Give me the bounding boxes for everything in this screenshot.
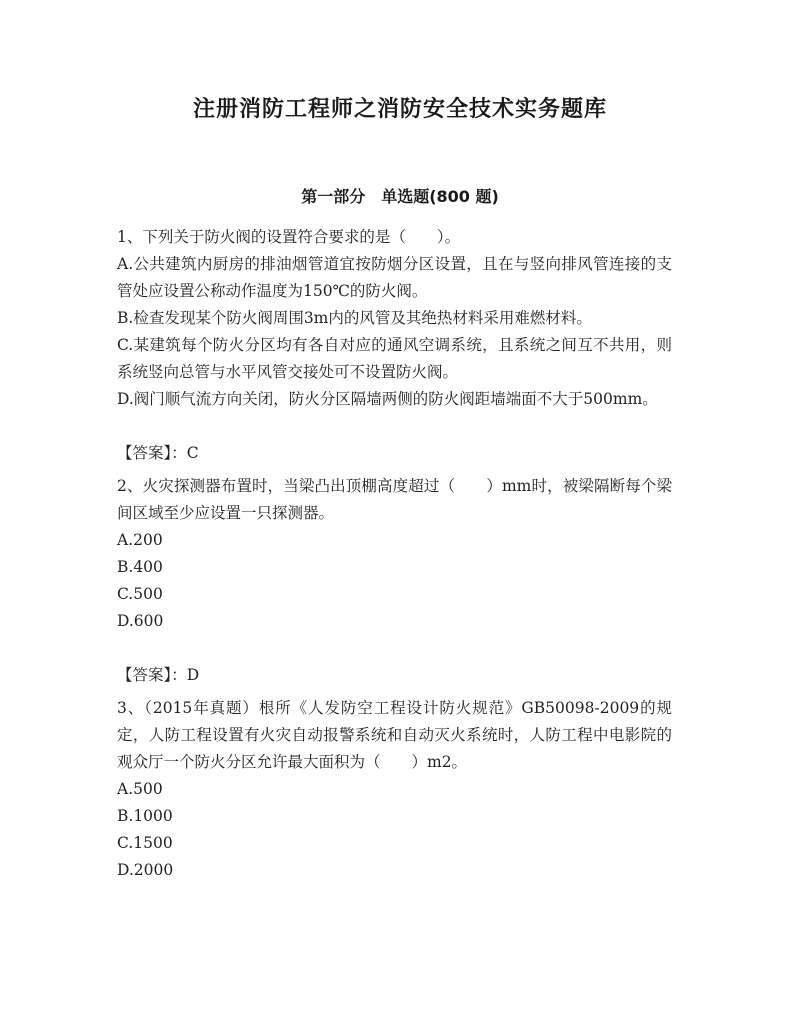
answer-line xyxy=(117,440,672,467)
question-3 xyxy=(117,695,672,884)
answer-line xyxy=(117,662,672,689)
question-list xyxy=(117,224,672,884)
option-a: A.200 xyxy=(117,531,163,549)
question-1 xyxy=(117,224,672,467)
option-c: C.某建筑每个防火分区均有各自对应的通风空调系统，且系统之间互不共用，则系统竖向总管与水平风管交接处可不设置防火阀。 xyxy=(117,336,672,381)
answer-label: 【答案】： xyxy=(117,666,187,684)
option-b: B.检查发现某个防火阀周围3m内的风管及其绝热材料采用难燃材料。 xyxy=(117,309,592,327)
option-a: A.500 xyxy=(117,780,163,798)
section-heading: 第一部分 单选题(800 题) xyxy=(301,187,499,206)
answer-value: C xyxy=(186,444,199,462)
option-d: D.600 xyxy=(117,612,164,630)
option-c: C.1500 xyxy=(117,834,173,852)
page-title: 注册消防工程师之消防安全技术实务题库 xyxy=(192,97,607,122)
answer-value: D xyxy=(186,666,200,684)
option-b: B.1000 xyxy=(117,807,173,825)
question-2 xyxy=(117,473,672,689)
question-stem: 2、火灾探测器布置时，当梁凸出顶棚高度超过（ ）mm时，被梁隔断每个梁间区域至少应设置一只探测器。 xyxy=(117,477,672,522)
question-stem: 1、下列关于防火阀的设置符合要求的是（ ）。 xyxy=(117,228,461,246)
option-d: D.阀门顺气流方向关闭，防火分区隔墙两侧的防火阀距墙端面不大于500mm。 xyxy=(117,390,658,408)
option-a: A.公共建筑内厨房的排油烟管道宜按防烟分区设置，且在与竖向排风管连接的支管处应设置公称动作温度为150℃的防火阀。 xyxy=(117,255,672,300)
answer-label: 【答案】： xyxy=(117,444,187,462)
option-c: C.500 xyxy=(117,585,163,603)
option-b: B.400 xyxy=(117,558,163,576)
option-d: D.2000 xyxy=(117,861,174,879)
question-stem: 3、（2015年真题）根所《人发防空工程设计防火规范》GB50098-2009的规定，人防工程设置有火灾自动报警系统和自动灭火系统时，人防工程中电影院的观众厅一个防火分区允许最大面积为（ ）m2。 xyxy=(117,699,672,771)
